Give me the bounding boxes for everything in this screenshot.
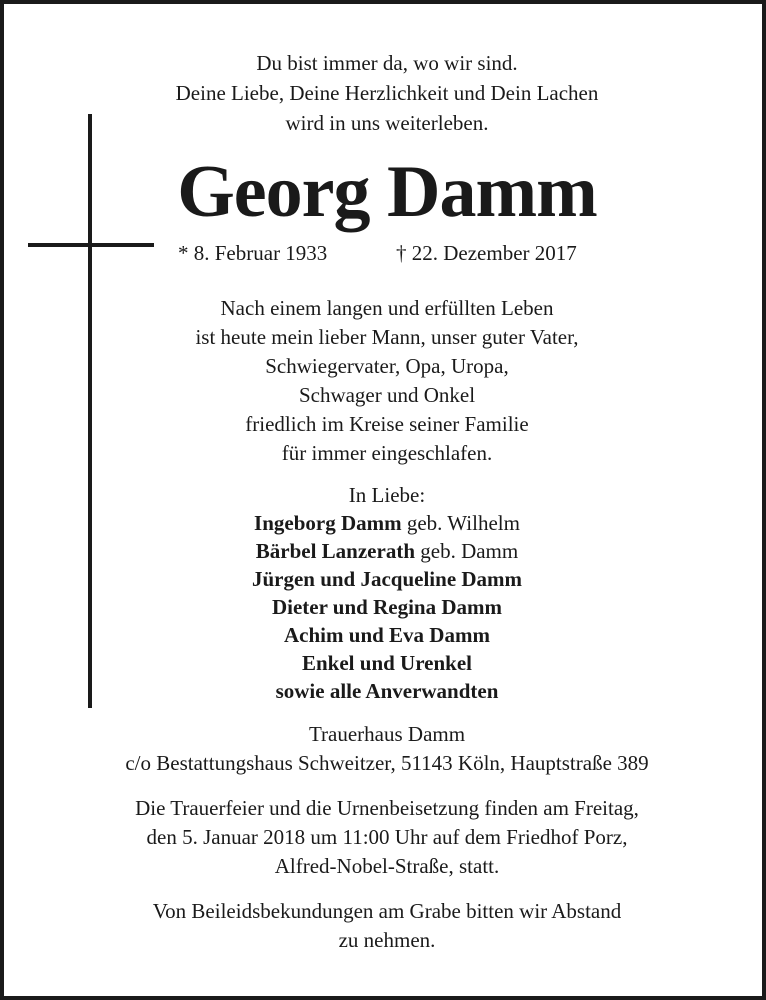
mourner-entry xyxy=(4,509,766,537)
birth-date: * 8. Februar 1933 xyxy=(178,241,328,265)
cross-icon-horizontal xyxy=(28,243,154,247)
announcement-line: für immer eingeschlafen. xyxy=(281,441,493,465)
announcement-text xyxy=(4,294,766,468)
announcement-line: Schwiegervater, Opa, Uropa, xyxy=(265,354,509,378)
announcement-line: Schwager und Onkel xyxy=(298,383,476,407)
mourner-name: sowie alle Anverwandten xyxy=(275,679,499,703)
mourners-list xyxy=(4,481,766,705)
ceremony-line: den 5. Januar 2018 um 11:00 Uhr auf dem Friedhof Porz, xyxy=(146,825,628,849)
mourning-house-address: c/o Bestattungshaus Schweitzer, 51143 Köln, Hauptstraße 389 xyxy=(125,751,649,775)
announcement-line: friedlich im Kreise seiner Familie xyxy=(245,412,529,436)
mourner-name: Enkel und Urenkel xyxy=(302,651,472,675)
condolence-note xyxy=(4,897,766,955)
mourner-name: Jürgen und Jacqueline Damm xyxy=(251,567,523,591)
mourner-name: Bärbel Lanzerath xyxy=(255,539,415,563)
ceremony-line: Alfred-Nobel-Straße, statt. xyxy=(274,854,500,878)
mourner-entry xyxy=(4,677,766,705)
announcement-line: ist heute mein lieber Mann, unser guter Vater, xyxy=(195,325,579,349)
mourner-entry xyxy=(4,537,766,565)
mourner-entry xyxy=(4,649,766,677)
mourner-entry xyxy=(4,621,766,649)
death-date: † 22. Dezember 2017 xyxy=(396,241,577,265)
mourning-house xyxy=(4,720,766,778)
ceremony-line: Die Trauerfeier und die Urnenbeisetzung finden am Freitag, xyxy=(135,796,639,820)
deceased-name: Georg Damm xyxy=(177,151,597,233)
quote-line: Deine Liebe, Deine Herzlichkeit und Dein Lachen xyxy=(175,81,599,105)
mourner-entry xyxy=(4,565,766,593)
mourner-name: Achim und Eva Damm xyxy=(284,623,490,647)
mourners-intro: In Liebe: xyxy=(348,483,426,507)
quote-line: Du bist immer da, wo wir sind. xyxy=(256,51,518,75)
condolence-line: zu nehmen. xyxy=(338,928,436,952)
mourner-note: geb. Wilhelm xyxy=(401,511,520,535)
ceremony-info xyxy=(4,794,766,881)
mourner-name: Ingeborg Damm xyxy=(254,511,402,535)
memorial-quote xyxy=(4,48,766,138)
mourner-entry xyxy=(4,593,766,621)
mourning-house-line: Trauerhaus Damm xyxy=(308,722,466,746)
condolence-line: Von Beileidsbekundungen am Grabe bitten wir Abstand xyxy=(152,899,622,923)
mourner-note: geb. Damm xyxy=(415,539,519,563)
quote-line: wird in uns weiterleben. xyxy=(285,111,489,135)
mourner-name: Dieter und Regina Damm xyxy=(271,595,502,619)
announcement-line: Nach einem langen und erfüllten Leben xyxy=(220,296,554,320)
